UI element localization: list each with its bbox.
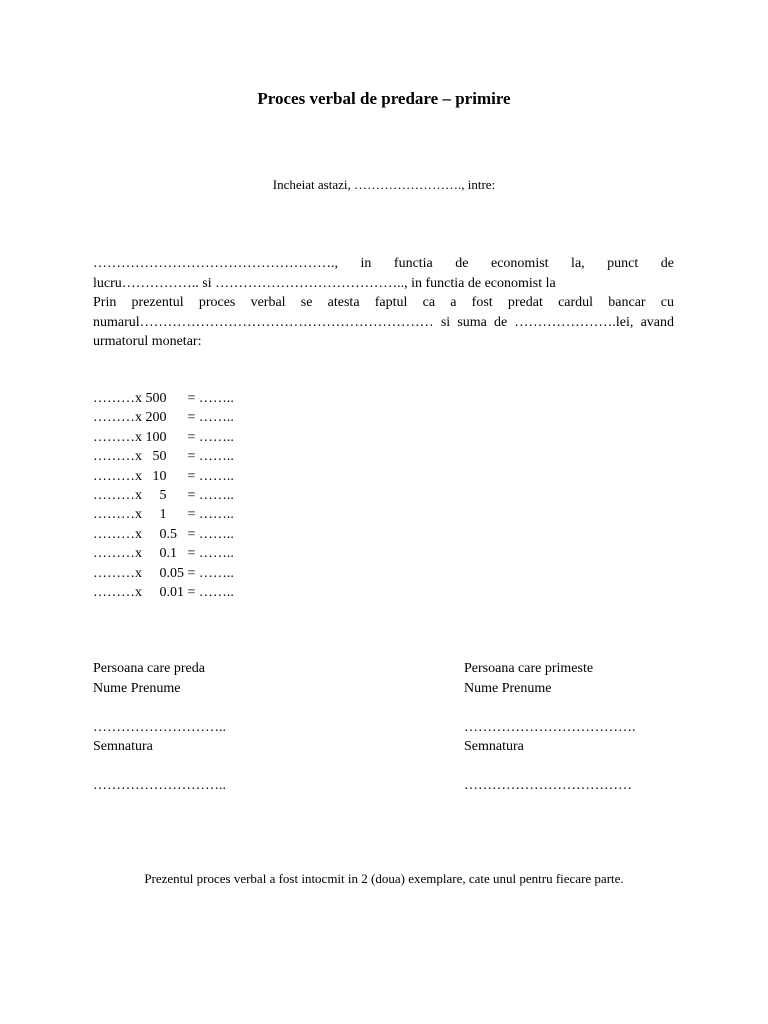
paragraph-line-2: lucru…………….. si ………………………………….., in functia de economist la: [93, 275, 556, 291]
denomination-row: ………x 100 = ……..: [93, 429, 234, 445]
denomination-row: ………x 0.05 = ……..: [93, 565, 234, 581]
denomination-list: [93, 389, 393, 602]
body-paragraph: [93, 254, 674, 352]
giver-signature-label: Semnatura: [93, 739, 153, 754]
giver-heading: Persoana care preda: [93, 661, 205, 676]
giver-signature-block: [93, 659, 353, 796]
denomination-row: ………x 5 = ……..: [93, 487, 234, 503]
receiver-signature-label: Semnatura: [464, 739, 524, 754]
footer-note: Prezentul proces verbal a fost intocmit in 2 (doua) exemplare, cate unul pentru fiecare parte.: [144, 871, 624, 886]
denomination-row: ………x 500 = ……..: [93, 391, 234, 406]
denomination-row: ………x 10 = ……..: [93, 468, 234, 484]
denomination-row: ………x 0.01 = ……..: [93, 584, 234, 600]
document-title: Proces verbal de predare – primire: [257, 89, 511, 108]
denomination-row: ………x 50 = ……..: [93, 449, 234, 465]
receiver-name-line: ……………………………….: [464, 719, 636, 735]
receiver-signature-block: [464, 659, 724, 796]
receiver-name-label: Nume Prenume: [464, 680, 552, 696]
giver-name-label: Nume Prenume: [93, 680, 181, 696]
receiver-heading: Persoana care primeste: [464, 661, 594, 676]
denomination-row: ………x 200 = ……..: [93, 410, 234, 426]
giver-name-line: ………………………..: [93, 719, 226, 735]
giver-signature-line: ………………………..: [93, 778, 226, 793]
paragraph-line-3: Prin prezentul proces verbal se atesta faptul ca a fost predat cardul bancar cu numarul……………………………………………………… si suma de ………………….lei, avand urmatorul monetar:: [93, 295, 674, 349]
receiver-signature-line: ………………………………: [464, 778, 632, 793]
paragraph-line-1: ……………………………………………., in functia de economist la, punct de: [93, 256, 674, 271]
date-line: Incheiat astazi, ……………………., intre:: [272, 177, 496, 192]
denomination-row: ………x 0.5 = ……..: [93, 526, 234, 542]
denomination-row: ………x 1 = ……..: [93, 507, 234, 523]
denomination-row: ………x 0.1 = ……..: [93, 546, 234, 562]
